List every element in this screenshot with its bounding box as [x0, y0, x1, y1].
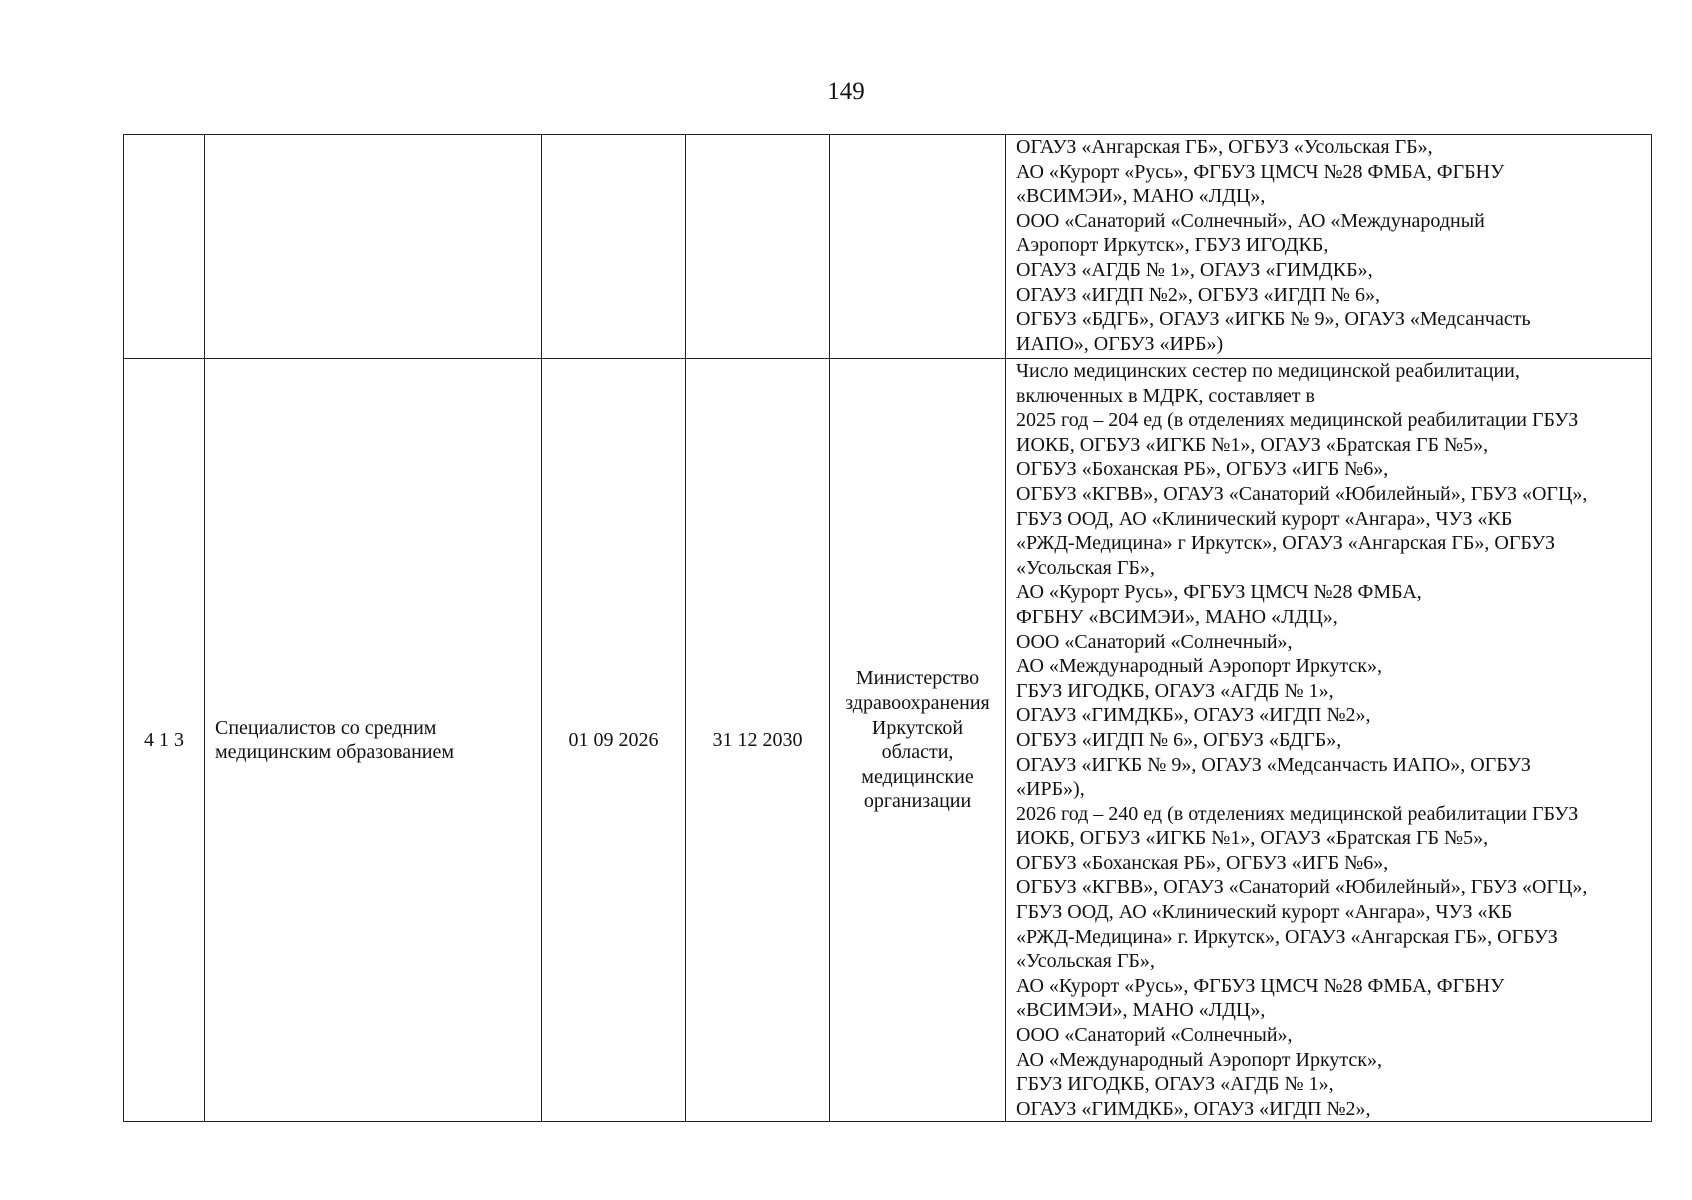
- responsible-cell: [830, 135, 1006, 359]
- table-row: [124, 135, 1652, 359]
- result-cell: ОГАУЗ «Ангарская ГБ», ОГБУЗ «Усольская ГБ», АО «Курорт «Русь», ФГБУЗ ЦМСЧ №28 ФМБА, ФГБНУ «ВСИМЭИ», МАНО «ЛДЦ», ООО «Санаторий «Солнечный», АО «Международный Аэропорт Иркутск», ГБУЗ ИГОДКБ, ОГАУЗ «АГДБ № 1», ОГАУЗ «ГИМДКБ», ОГАУЗ «ИГДП №2», ОГБУЗ «ИГДП № 6», ОГБУЗ «БДГБ», ОГАУЗ «ИГКБ № 9», ОГАУЗ «Медсанчасть ИАПО», ОГБУЗ «ИРБ»): [1006, 135, 1652, 359]
- end-date-cell: 31 12 2030: [686, 359, 830, 1122]
- item-name-cell: Специалистов со средним медицинским образованием: [205, 359, 542, 1122]
- start-date-cell: [542, 135, 686, 359]
- result-cell: Число медицинских сестер по медицинской реабилитации, включенных в МДРК, составляет в 2025 год – 204 ед (в отделениях медицинской реабилитации ГБУЗ ИОКБ, ОГБУЗ «ИГКБ №1», ОГАУЗ «Братская ГБ №5», ОГБУЗ «Боханская РБ», ОГБУЗ «ИГБ №6», ОГБУЗ «КГВВ», ОГАУЗ «Санаторий «Юбилейный», ГБУЗ «ОГЦ», ГБУЗ ООД, АО «Клинический курорт «Ангара», ЧУЗ «КБ «РЖД-Медицина» г Иркутск», ОГАУЗ «Ангарская ГБ», ОГБУЗ «Усольская ГБ», АО «Курорт Русь», ФГБУЗ ЦМСЧ №28 ФМБА, ФГБНУ «ВСИМЭИ», МАНО «ЛДЦ», ООО «Санаторий «Солнечный», АО «Международный Аэропорт Иркутск», ГБУЗ ИГОДКБ, ОГАУЗ «АГДБ № 1», ОГАУЗ «ГИМДКБ», ОГАУЗ «ИГДП №2», ОГБУЗ «ИГДП № 6», ОГБУЗ «БДГБ», ОГАУЗ «ИГКБ № 9», ОГАУЗ «Медсанчасть ИАПО», ОГБУЗ «ИРБ»), 2026 год – 240 ед (в отделениях медицинской реабилитации ГБУЗ ИОКБ, ОГБУЗ «ИГКБ №1», ОГАУЗ «Братская ГБ №5», ОГБУЗ «Боханская РБ», ОГБУЗ «ИГБ №6», ОГБУЗ «КГВВ», ОГАУЗ «Санаторий «Юбилейный», ГБУЗ «ОГЦ», ГБУЗ ООД, АО «Клинический курорт «Ангара», ЧУЗ «КБ «РЖД-Медицина» г. Иркутск», ОГАУЗ «Ангарская ГБ», ОГБУЗ «Усольская ГБ», АО «Курорт «Русь», ФГБУЗ ЦМСЧ №28 ФМБА, ФГБНУ «ВСИМЭИ», МАНО «ЛДЦ», ООО «Санаторий «Солнечный», АО «Международный Аэропорт Иркутск», ГБУЗ ИГОДКБ, ОГАУЗ «АГДБ № 1», ОГАУЗ «ГИМДКБ», ОГАУЗ «ИГДП №2»,: [1006, 359, 1652, 1122]
- page-number: 149: [827, 78, 865, 105]
- item-name-cell: [205, 135, 542, 359]
- start-date-cell: 01 09 2026: [542, 359, 686, 1122]
- end-date-cell: [686, 135, 830, 359]
- plan-table: [123, 134, 1652, 1122]
- item-number-cell: 4 1 3: [124, 359, 205, 1122]
- responsible-cell: Министерство здравоохранения Иркутской области, медицинские организации: [830, 359, 1006, 1122]
- table-row: [124, 359, 1652, 1122]
- item-number-cell: [124, 135, 205, 359]
